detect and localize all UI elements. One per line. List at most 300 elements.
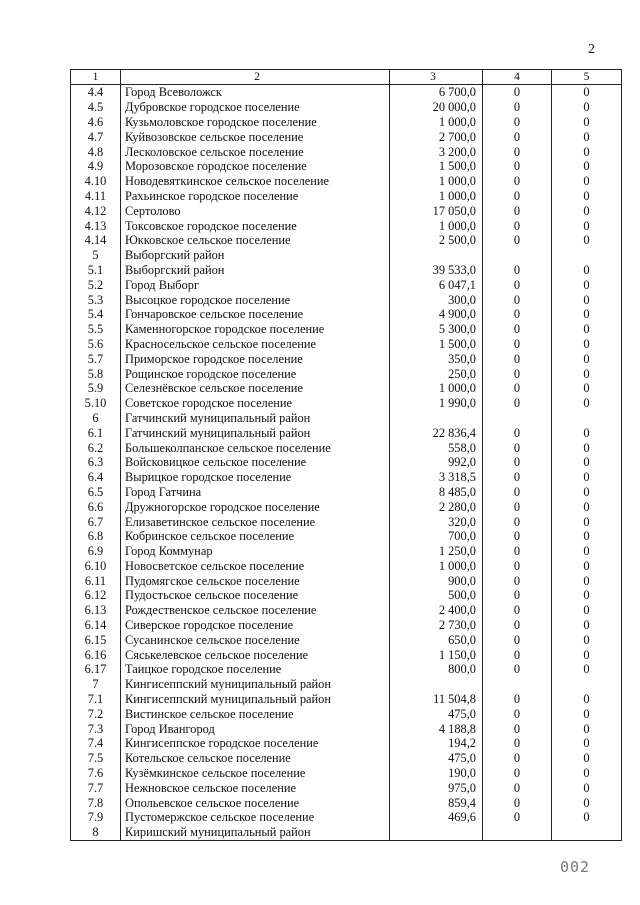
column-4-value: 0 xyxy=(483,174,552,189)
table-row xyxy=(71,366,622,381)
column-5-value: 0 xyxy=(552,85,622,100)
column-5-value: 0 xyxy=(552,322,622,337)
row-number: 5.7 xyxy=(71,351,121,366)
row-number: 7.5 xyxy=(71,751,121,766)
row-number: 5.4 xyxy=(71,307,121,322)
column-5-value: 0 xyxy=(552,721,622,736)
row-number: 6.14 xyxy=(71,618,121,633)
municipality-name: Таицкое городское поселение xyxy=(121,662,390,677)
table-row xyxy=(71,662,622,677)
table-row xyxy=(71,514,622,529)
row-number: 6.4 xyxy=(71,470,121,485)
row-number: 5.8 xyxy=(71,366,121,381)
row-number: 5.1 xyxy=(71,263,121,278)
amount-value: 1 000,0 xyxy=(390,381,483,396)
municipality-name: Пустомержское сельское поселение xyxy=(121,810,390,825)
amount-value: 2 700,0 xyxy=(390,129,483,144)
table-row xyxy=(71,588,622,603)
row-number: 6.5 xyxy=(71,485,121,500)
municipality-name: Кобринское сельское поселение xyxy=(121,529,390,544)
column-4-value: 0 xyxy=(483,647,552,662)
column-5-value: 0 xyxy=(552,706,622,721)
column-4-value: 0 xyxy=(483,485,552,500)
amount-value: 250,0 xyxy=(390,366,483,381)
table-row xyxy=(71,292,622,307)
amount-value: 300,0 xyxy=(390,292,483,307)
municipality-name: Сертолово xyxy=(121,203,390,218)
row-number: 5.3 xyxy=(71,292,121,307)
column-5-value: 0 xyxy=(552,810,622,825)
column-5-value: 0 xyxy=(552,189,622,204)
table-row xyxy=(71,736,622,751)
column-4-value: 0 xyxy=(483,766,552,781)
row-number: 4.12 xyxy=(71,203,121,218)
column-4-value: 0 xyxy=(483,588,552,603)
municipality-name: Выборгский район xyxy=(121,263,390,278)
column-5-value: 0 xyxy=(552,573,622,588)
municipality-name: Новосветское сельское поселение xyxy=(121,559,390,574)
municipality-name: Елизаветинское сельское поселение xyxy=(121,514,390,529)
column-4-value: 0 xyxy=(483,529,552,544)
page-number: 2 xyxy=(588,42,595,57)
table-row xyxy=(71,322,622,337)
column-4-value: 0 xyxy=(483,514,552,529)
table-row xyxy=(71,425,622,440)
row-number: 6.17 xyxy=(71,662,121,677)
table-row xyxy=(71,159,622,174)
amount-value: 2 280,0 xyxy=(390,499,483,514)
row-number: 4.13 xyxy=(71,218,121,233)
column-4-value: 0 xyxy=(483,425,552,440)
municipality-name: Большеколпанское сельское поселение xyxy=(121,440,390,455)
table-row xyxy=(71,248,622,263)
row-number: 4.4 xyxy=(71,85,121,100)
municipality-name: Селезнёвское сельское поселение xyxy=(121,381,390,396)
column-4-value: 0 xyxy=(483,662,552,677)
amount-value: 1 000,0 xyxy=(390,115,483,130)
municipality-name: Опольевское сельское поселение xyxy=(121,795,390,810)
municipality-name: Рощинское городское поселение xyxy=(121,366,390,381)
row-number: 6.11 xyxy=(71,573,121,588)
row-number: 6 xyxy=(71,411,121,426)
amount-value: 975,0 xyxy=(390,780,483,795)
amount-value: 20 000,0 xyxy=(390,100,483,115)
column-5-value: 0 xyxy=(552,144,622,159)
municipality-name: Дубровское городское поселение xyxy=(121,100,390,115)
amount-value: 350,0 xyxy=(390,351,483,366)
column-4-value: 0 xyxy=(483,381,552,396)
table-row xyxy=(71,307,622,322)
municipality-name: Каменногорское городское поселение xyxy=(121,322,390,337)
column-header-5: 5 xyxy=(552,70,622,85)
table-body xyxy=(71,85,622,841)
amount-value: 3 200,0 xyxy=(390,144,483,159)
column-header-3: 3 xyxy=(390,70,483,85)
amount-value: 3 318,5 xyxy=(390,470,483,485)
row-number: 7.9 xyxy=(71,810,121,825)
column-4-value: 0 xyxy=(483,233,552,248)
municipality-name: Морозовское городское поселение xyxy=(121,159,390,174)
row-number: 4.11 xyxy=(71,189,121,204)
amount-value: 6 047,1 xyxy=(390,277,483,292)
table-header-row xyxy=(71,70,622,85)
amount-value: 5 300,0 xyxy=(390,322,483,337)
amount-value: 1 150,0 xyxy=(390,647,483,662)
column-header-4: 4 xyxy=(483,70,552,85)
row-number: 6.2 xyxy=(71,440,121,455)
municipality-name: Город Выборг xyxy=(121,277,390,292)
municipality-name: Выборгский район xyxy=(121,248,390,263)
amount-value: 39 533,0 xyxy=(390,263,483,278)
table-row xyxy=(71,810,622,825)
table-row xyxy=(71,499,622,514)
table-row xyxy=(71,100,622,115)
amount-value: 1 000,0 xyxy=(390,559,483,574)
column-5-value: 0 xyxy=(552,351,622,366)
column-5-value: 0 xyxy=(552,514,622,529)
column-4-value: 0 xyxy=(483,440,552,455)
column-5-value: 0 xyxy=(552,263,622,278)
table-row xyxy=(71,144,622,159)
column-5-value: 0 xyxy=(552,692,622,707)
column-5-value: 0 xyxy=(552,115,622,130)
table-row xyxy=(71,455,622,470)
table-row xyxy=(71,618,622,633)
municipality-name: Сиверское городское поселение xyxy=(121,618,390,633)
column-5-value: 0 xyxy=(552,337,622,352)
column-4-value: 0 xyxy=(483,499,552,514)
column-4-value: 0 xyxy=(483,810,552,825)
table-row xyxy=(71,529,622,544)
column-5-value: 0 xyxy=(552,100,622,115)
table-row xyxy=(71,174,622,189)
row-number: 5.10 xyxy=(71,396,121,411)
amount-value: 475,0 xyxy=(390,751,483,766)
amount-value: 4 188,8 xyxy=(390,721,483,736)
row-number: 5.9 xyxy=(71,381,121,396)
amount-value: 190,0 xyxy=(390,766,483,781)
amount-value: 800,0 xyxy=(390,662,483,677)
municipality-name: Пудостьское сельское поселение xyxy=(121,588,390,603)
column-5-value: 0 xyxy=(552,203,622,218)
municipality-name: Город Коммунар xyxy=(121,544,390,559)
table-row xyxy=(71,647,622,662)
municipality-name: Красносельское сельское поселение xyxy=(121,337,390,352)
column-4-value: 0 xyxy=(483,218,552,233)
column-4-value: 0 xyxy=(483,115,552,130)
municipality-name: Кузёмкинское сельское поселение xyxy=(121,766,390,781)
table-row xyxy=(71,351,622,366)
amount-value: 11 504,8 xyxy=(390,692,483,707)
row-number: 5.5 xyxy=(71,322,121,337)
row-number: 7.1 xyxy=(71,692,121,707)
column-4-value xyxy=(483,677,552,692)
column-4-value: 0 xyxy=(483,396,552,411)
column-5-value: 0 xyxy=(552,307,622,322)
column-4-value: 0 xyxy=(483,322,552,337)
table-row xyxy=(71,544,622,559)
column-4-value: 0 xyxy=(483,292,552,307)
column-5-value: 0 xyxy=(552,795,622,810)
table-row xyxy=(71,603,622,618)
municipality-name: Гончаровское сельское поселение xyxy=(121,307,390,322)
amount-value: 8 485,0 xyxy=(390,485,483,500)
table-row xyxy=(71,233,622,248)
allocation-table xyxy=(70,69,622,841)
municipality-name: Город Гатчина xyxy=(121,485,390,500)
amount-value: 194,2 xyxy=(390,736,483,751)
row-number: 7.4 xyxy=(71,736,121,751)
column-4-value: 0 xyxy=(483,144,552,159)
municipality-name: Новодевяткинское сельское поселение xyxy=(121,174,390,189)
column-4-value: 0 xyxy=(483,544,552,559)
column-4-value: 0 xyxy=(483,351,552,366)
amount-value: 859,4 xyxy=(390,795,483,810)
column-4-value: 0 xyxy=(483,736,552,751)
column-4-value: 0 xyxy=(483,470,552,485)
column-4-value: 0 xyxy=(483,751,552,766)
column-5-value: 0 xyxy=(552,159,622,174)
page-stamp: 002 xyxy=(560,858,591,876)
column-4-value: 0 xyxy=(483,100,552,115)
column-5-value: 0 xyxy=(552,277,622,292)
column-4-value: 0 xyxy=(483,129,552,144)
municipality-name: Гатчинский муниципальный район xyxy=(121,425,390,440)
row-number: 8 xyxy=(71,825,121,840)
table-row xyxy=(71,203,622,218)
row-number: 7.2 xyxy=(71,706,121,721)
table-row xyxy=(71,795,622,810)
amount-value: 2 500,0 xyxy=(390,233,483,248)
table-row xyxy=(71,277,622,292)
row-number: 6.6 xyxy=(71,499,121,514)
amount-value: 4 900,0 xyxy=(390,307,483,322)
column-5-value: 0 xyxy=(552,499,622,514)
column-5-value: 0 xyxy=(552,174,622,189)
municipality-name: Рождественское сельское поселение xyxy=(121,603,390,618)
column-5-value: 0 xyxy=(552,736,622,751)
column-5-value: 0 xyxy=(552,218,622,233)
municipality-name: Токсовское городское поселение xyxy=(121,218,390,233)
amount-value: 992,0 xyxy=(390,455,483,470)
row-number: 4.5 xyxy=(71,100,121,115)
table-row xyxy=(71,706,622,721)
column-4-value: 0 xyxy=(483,559,552,574)
amount-value: 1 000,0 xyxy=(390,174,483,189)
row-number: 6.9 xyxy=(71,544,121,559)
amount-value: 22 836,4 xyxy=(390,425,483,440)
amount-value: 17 050,0 xyxy=(390,203,483,218)
column-5-value: 0 xyxy=(552,588,622,603)
table-row xyxy=(71,129,622,144)
column-4-value: 0 xyxy=(483,189,552,204)
column-5-value xyxy=(552,677,622,692)
amount-value: 558,0 xyxy=(390,440,483,455)
row-number: 7.6 xyxy=(71,766,121,781)
column-4-value: 0 xyxy=(483,263,552,278)
municipality-name: Котельское сельское поселение xyxy=(121,751,390,766)
column-5-value: 0 xyxy=(552,425,622,440)
table-row xyxy=(71,396,622,411)
municipality-name: Город Всеволожск xyxy=(121,85,390,100)
column-5-value: 0 xyxy=(552,647,622,662)
column-5-value: 0 xyxy=(552,662,622,677)
column-4-value: 0 xyxy=(483,618,552,633)
municipality-name: Кингисеппский муниципальный район xyxy=(121,677,390,692)
municipality-name: Гатчинский муниципальный район xyxy=(121,411,390,426)
column-5-value: 0 xyxy=(552,233,622,248)
row-number: 5.6 xyxy=(71,337,121,352)
table-row xyxy=(71,411,622,426)
municipality-name: Приморское городское поселение xyxy=(121,351,390,366)
row-number: 6.16 xyxy=(71,647,121,662)
column-5-value: 0 xyxy=(552,603,622,618)
row-number: 5.2 xyxy=(71,277,121,292)
column-4-value: 0 xyxy=(483,337,552,352)
municipality-name: Высоцкое городское поселение xyxy=(121,292,390,307)
table-row xyxy=(71,632,622,647)
row-number: 6.7 xyxy=(71,514,121,529)
table-row xyxy=(71,721,622,736)
column-5-value: 0 xyxy=(552,485,622,500)
amount-value: 1 500,0 xyxy=(390,159,483,174)
amount-value: 6 700,0 xyxy=(390,85,483,100)
amount-value: 1 500,0 xyxy=(390,337,483,352)
municipality-name: Нежновское сельское поселение xyxy=(121,780,390,795)
column-5-value: 0 xyxy=(552,559,622,574)
table-row xyxy=(71,470,622,485)
municipality-name: Сусанинское сельское поселение xyxy=(121,632,390,647)
table-row xyxy=(71,485,622,500)
table-row xyxy=(71,381,622,396)
table-row xyxy=(71,559,622,574)
column-4-value xyxy=(483,248,552,263)
table-row xyxy=(71,751,622,766)
municipality-name: Рахьинское городское поселение xyxy=(121,189,390,204)
municipality-name: Советское городское поселение xyxy=(121,396,390,411)
municipality-name: Пудомягское сельское поселение xyxy=(121,573,390,588)
row-number: 4.7 xyxy=(71,129,121,144)
column-5-value: 0 xyxy=(552,529,622,544)
amount-value xyxy=(390,248,483,263)
municipality-name: Сяськелевское сельское поселение xyxy=(121,647,390,662)
column-5-value: 0 xyxy=(552,440,622,455)
column-4-value: 0 xyxy=(483,307,552,322)
amount-value: 2 400,0 xyxy=(390,603,483,618)
column-4-value: 0 xyxy=(483,573,552,588)
column-4-value: 0 xyxy=(483,159,552,174)
table-row xyxy=(71,677,622,692)
column-4-value: 0 xyxy=(483,455,552,470)
row-number: 7.3 xyxy=(71,721,121,736)
table-row xyxy=(71,780,622,795)
municipality-name: Дружногорское городское поселение xyxy=(121,499,390,514)
row-number: 4.6 xyxy=(71,115,121,130)
table-row xyxy=(71,692,622,707)
row-number: 4.14 xyxy=(71,233,121,248)
column-5-value: 0 xyxy=(552,632,622,647)
municipality-name: Город Ивангород xyxy=(121,721,390,736)
column-5-value xyxy=(552,411,622,426)
column-4-value: 0 xyxy=(483,692,552,707)
amount-value: 1 250,0 xyxy=(390,544,483,559)
municipality-name: Кингисеппский муниципальный район xyxy=(121,692,390,707)
column-4-value xyxy=(483,825,552,840)
table-row xyxy=(71,337,622,352)
row-number: 4.8 xyxy=(71,144,121,159)
row-number: 7.8 xyxy=(71,795,121,810)
amount-value: 469,6 xyxy=(390,810,483,825)
table-row xyxy=(71,189,622,204)
column-4-value: 0 xyxy=(483,603,552,618)
column-4-value: 0 xyxy=(483,721,552,736)
column-4-value: 0 xyxy=(483,795,552,810)
column-5-value xyxy=(552,248,622,263)
table-row xyxy=(71,825,622,840)
municipality-name: Куйвозовское сельское поселение xyxy=(121,129,390,144)
municipality-name: Вырицкое городское поселение xyxy=(121,470,390,485)
column-5-value xyxy=(552,825,622,840)
amount-value xyxy=(390,411,483,426)
column-5-value: 0 xyxy=(552,766,622,781)
row-number: 7 xyxy=(71,677,121,692)
row-number: 6.13 xyxy=(71,603,121,618)
column-5-value: 0 xyxy=(552,396,622,411)
amount-value: 1 990,0 xyxy=(390,396,483,411)
amount-value: 900,0 xyxy=(390,573,483,588)
municipality-name: Лесколовское сельское поселение xyxy=(121,144,390,159)
column-5-value: 0 xyxy=(552,544,622,559)
column-4-value: 0 xyxy=(483,366,552,381)
municipality-name: Киришский муниципальный район xyxy=(121,825,390,840)
column-4-value: 0 xyxy=(483,780,552,795)
amount-value: 500,0 xyxy=(390,588,483,603)
amount-value xyxy=(390,825,483,840)
row-number: 6.1 xyxy=(71,425,121,440)
amount-value: 1 000,0 xyxy=(390,218,483,233)
column-4-value: 0 xyxy=(483,203,552,218)
row-number: 4.9 xyxy=(71,159,121,174)
table-row xyxy=(71,218,622,233)
amount-value: 475,0 xyxy=(390,706,483,721)
column-5-value: 0 xyxy=(552,751,622,766)
column-5-value: 0 xyxy=(552,470,622,485)
municipality-name: Юкковское сельское поселение xyxy=(121,233,390,248)
amount-value xyxy=(390,677,483,692)
row-number: 4.10 xyxy=(71,174,121,189)
column-4-value xyxy=(483,411,552,426)
table-row xyxy=(71,263,622,278)
row-number: 6.15 xyxy=(71,632,121,647)
column-4-value: 0 xyxy=(483,706,552,721)
table-row xyxy=(71,766,622,781)
column-5-value: 0 xyxy=(552,381,622,396)
municipality-name: Войсковицкое сельское поселение xyxy=(121,455,390,470)
row-number: 5 xyxy=(71,248,121,263)
column-4-value: 0 xyxy=(483,85,552,100)
column-5-value: 0 xyxy=(552,780,622,795)
row-number: 6.10 xyxy=(71,559,121,574)
row-number: 7.7 xyxy=(71,780,121,795)
amount-value: 700,0 xyxy=(390,529,483,544)
table-row xyxy=(71,85,622,100)
row-number: 6.8 xyxy=(71,529,121,544)
column-5-value: 0 xyxy=(552,366,622,381)
column-5-value: 0 xyxy=(552,129,622,144)
municipality-name: Вистинское сельское поселение xyxy=(121,706,390,721)
column-4-value: 0 xyxy=(483,277,552,292)
column-5-value: 0 xyxy=(552,292,622,307)
